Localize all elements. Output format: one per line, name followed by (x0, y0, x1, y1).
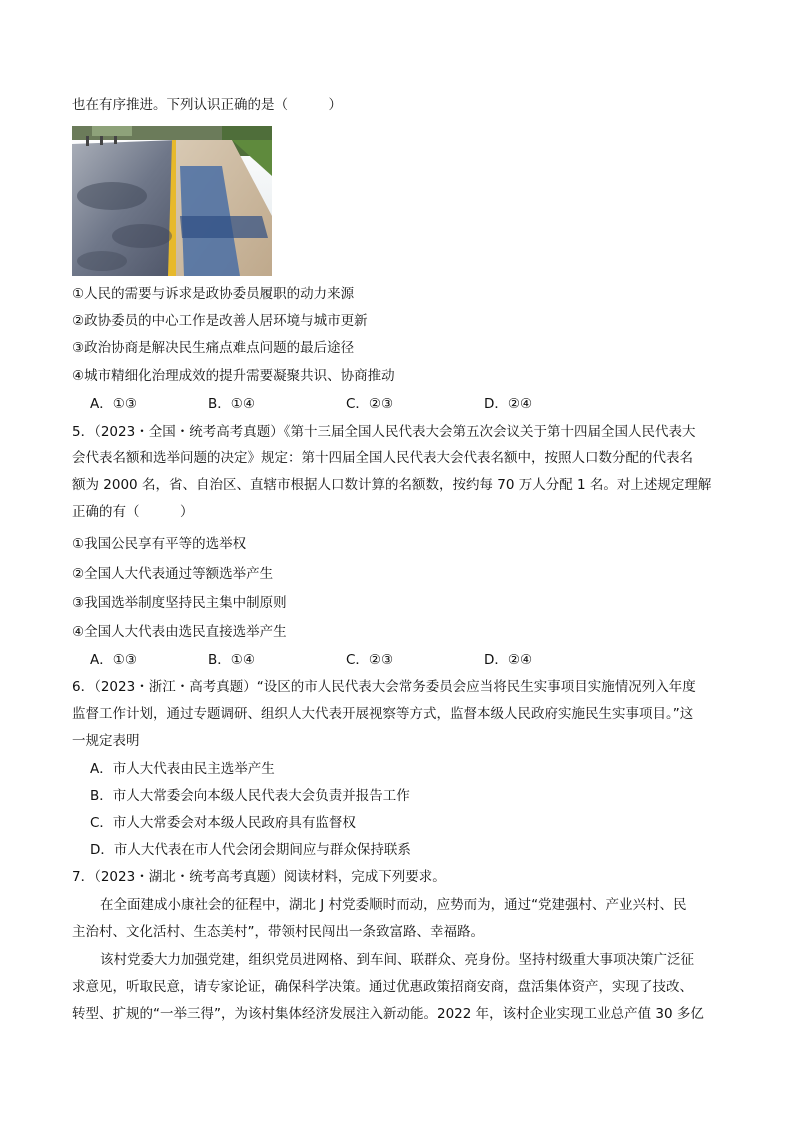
q7-para1-line-2: 主治村、文化活村、生态美村”，带领村民闯出一条致富路、幸福路。 (72, 924, 484, 940)
q5-option-d: D．②④ (484, 652, 533, 668)
q5-statement-3: ③我国选举制度坚持民主集中制原则 (72, 595, 287, 611)
q7-header: 7．（2023・湖北・统考高考真题）阅读材料，完成下列要求。 (72, 869, 446, 885)
q5-statement-2: ②全国人大代表通过等额选举产生 (72, 566, 274, 582)
q4-statement-4: ④城市精细化治理成效的提升需要凝聚共识、协商推动 (72, 368, 395, 384)
q4-option-b: B．①④ (208, 396, 255, 412)
q6-line-1: 6．（2023・浙江・高考真题）“设区的市人民代表大会常务委员会应当将民生实事项目实施情况列入年度 (72, 679, 696, 695)
q6-option-a: A．市人大代表由民主选举产生 (90, 761, 275, 777)
q6-line-3: 一规定表明 (72, 733, 140, 749)
q6-line-2: 监督工作计划，通过专题调研、组织人大代表开展视察等方式，监督本级人民政府实施民生实事项目。”这 (72, 706, 694, 722)
q5-option-a: A．①③ (90, 652, 137, 668)
q5-statement-4: ④全国人大代表由选民直接选举产生 (72, 624, 287, 640)
q4-statement-1: ①人民的需要与诉求是政协委员履职的动力来源 (72, 286, 355, 302)
q6-option-d: D．市人大代表在市人代会闭会期间应与群众保持联系 (90, 842, 411, 858)
q6-option-b: B．市人大常委会向本级人民代表大会负责并报告工作 (90, 788, 410, 804)
q7-para2-line-1: 该村党委大力加强党建，组织党员进网格、到车间、联群众、亮身份。坚持村级重大事项决策广泛征 (100, 952, 694, 968)
q5-line-3: 额为 2000 名，省、自治区、直辖市根据人口数计算的名额数，按约每 70 万人分配 1 名。对上述规定理解 (72, 477, 712, 493)
q7-para1-line-1: 在全面建成小康社会的征程中，湖北 J 村党委顺时而动，应势而为，通过“党建强村、产业兴村、民 (100, 897, 687, 913)
q4-statement-2: ②政协委员的中心工作是改善人居环境与城市更新 (72, 313, 368, 329)
q5-option-b: B．①④ (208, 652, 255, 668)
q5-line-1: 5．（2023・全国・统考高考真题）《第十三届全国人民代表大会第五次会议关于第十四届全国人民代表大 (72, 424, 696, 440)
q5-option-c: C．②③ (346, 652, 394, 668)
street-photo (72, 126, 272, 276)
q5-line-4: 正确的有（ ） (72, 504, 194, 520)
q5-statement-1: ①我国公民享有平等的选举权 (72, 536, 247, 552)
q4-option-a: A．①③ (90, 396, 137, 412)
q6-option-c: C．市人大常委会对本级人民政府具有监督权 (90, 815, 356, 831)
q7-para2-line-3: 转型、扩规的“一举三得”，为该村集体经济发展注入新动能。2022 年，该村企业实现工业总产值 30 多亿 (72, 1006, 704, 1022)
q4-intro: 也在有序推进。下列认识正确的是（ ） (72, 97, 342, 113)
q4-option-c: C．②③ (346, 396, 394, 412)
q7-para2-line-2: 求意见，听取民意，请专家论证，确保科学决策。通过优惠政策招商安商，盘活集体资产，实现了技改、 (72, 979, 693, 995)
q4-option-d: D．②④ (484, 396, 533, 412)
q5-line-2: 会代表名额和选举问题的决定》规定：第十四届全国人民代表大会代表名额中，按照人口数分配的代表名 (72, 450, 693, 466)
q4-statement-3: ③政治协商是解决民生痛点难点问题的最后途径 (72, 340, 355, 356)
